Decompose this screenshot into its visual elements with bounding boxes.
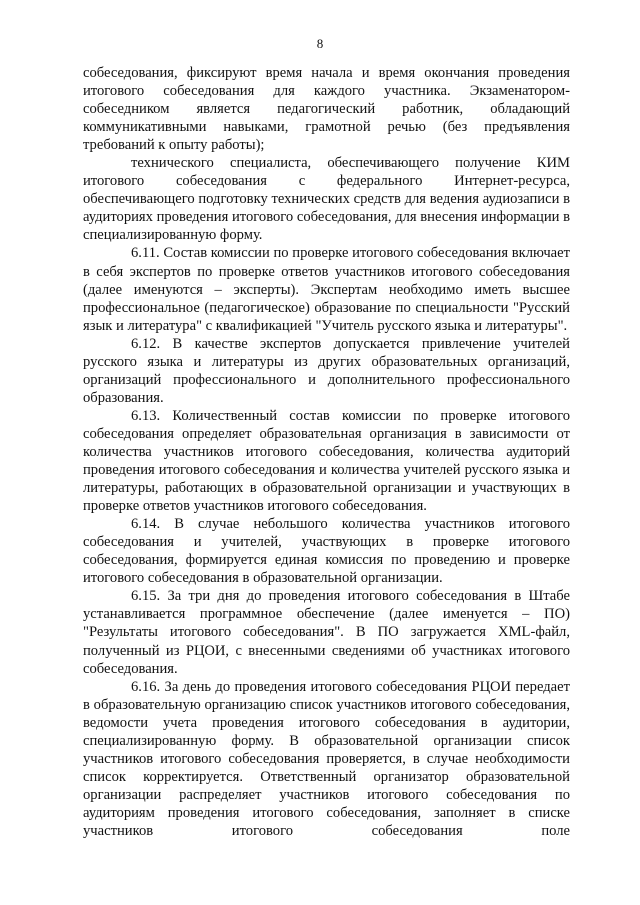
- paragraph-6-13: 6.13. Количественный состав комиссии по проверке итогового собеседования определяет образовательная организация в зависимости от количества участников итогового собеседования, количества аудиторий проведения итогового собеседования и количества учителей русского языка и литературы, работающих в образовательной организации и участвующих в проверке ответов участников итогового собеседования.: [83, 407, 570, 515]
- paragraph-technical-specialist: технического специалиста, обеспечивающего получение КИМ итогового собеседования с федерального Интернет-ресурса, обеспечивающего подготовку технических средств для ведения аудиозаписи в аудиториях проведения итогового собеседования, для внесения информации в специализированную форму.: [83, 155, 570, 244]
- paragraph-6-15: 6.15. За три дня до проведения итогового собеседования в Штабе устанавливается программное обеспечение (далее именуется – ПО) "Результаты итогового собеседования". В ПО загружается XML-файл, полученный из РЦОИ, с внесенными сведениями об участниках итогового собеседования.: [83, 588, 570, 677]
- paragraph-6-12: 6.12. В качестве экспертов допускается привлечение учителей русского языка и литературы из других образовательных организаций, организаций профессионального и дополнительного профессионального образования.: [83, 335, 570, 406]
- paragraph-continuation: собеседования, фиксируют время начала и время окончания проведения итогового собеседования для каждого участника. Экзаменатором-собеседником является педагогический работник, обладающий коммуникативными навыками, грамотной речью (без предъявления требований к опыту работы);: [83, 65, 570, 154]
- paragraph-6-16: 6.16. За день до проведения итогового собеседования РЦОИ передает в образовательную организацию список участников итогового собеседования, ведомости учета проведения итогового собеседования в аудитории, специализированную форму. В образовательной организации список участников итогового собеседования проверяется, в случае необходимости список корректируется. Ответственный организатор образовательной организации распределяет участников итогового собеседования по аудиториям проведения итогового собеседования, заполняет в списке участников итогового собеседования поле: [83, 678, 570, 839]
- paragraph-6-11: 6.11. Состав комиссии по проверке итогового собеседования включает в себя экспертов по проверке ответов участников итогового собеседования (далее именуются – эксперты). Экспертам необходимо иметь высшее профессиональное (педагогическое) образование по специальности "Русский язык и литература" с квалификацией "Учитель русского языка и литературы".: [83, 245, 570, 334]
- page-number: 8: [316, 36, 324, 51]
- document-body: [83, 64, 570, 840]
- paragraph-6-14: 6.14. В случае небольшого количества участников итогового собеседования и учителей, участвующих в проверке итогового собеседования, формируется единая комиссия по проведению и проверке итогового собеседования в образовательной организации.: [83, 516, 570, 587]
